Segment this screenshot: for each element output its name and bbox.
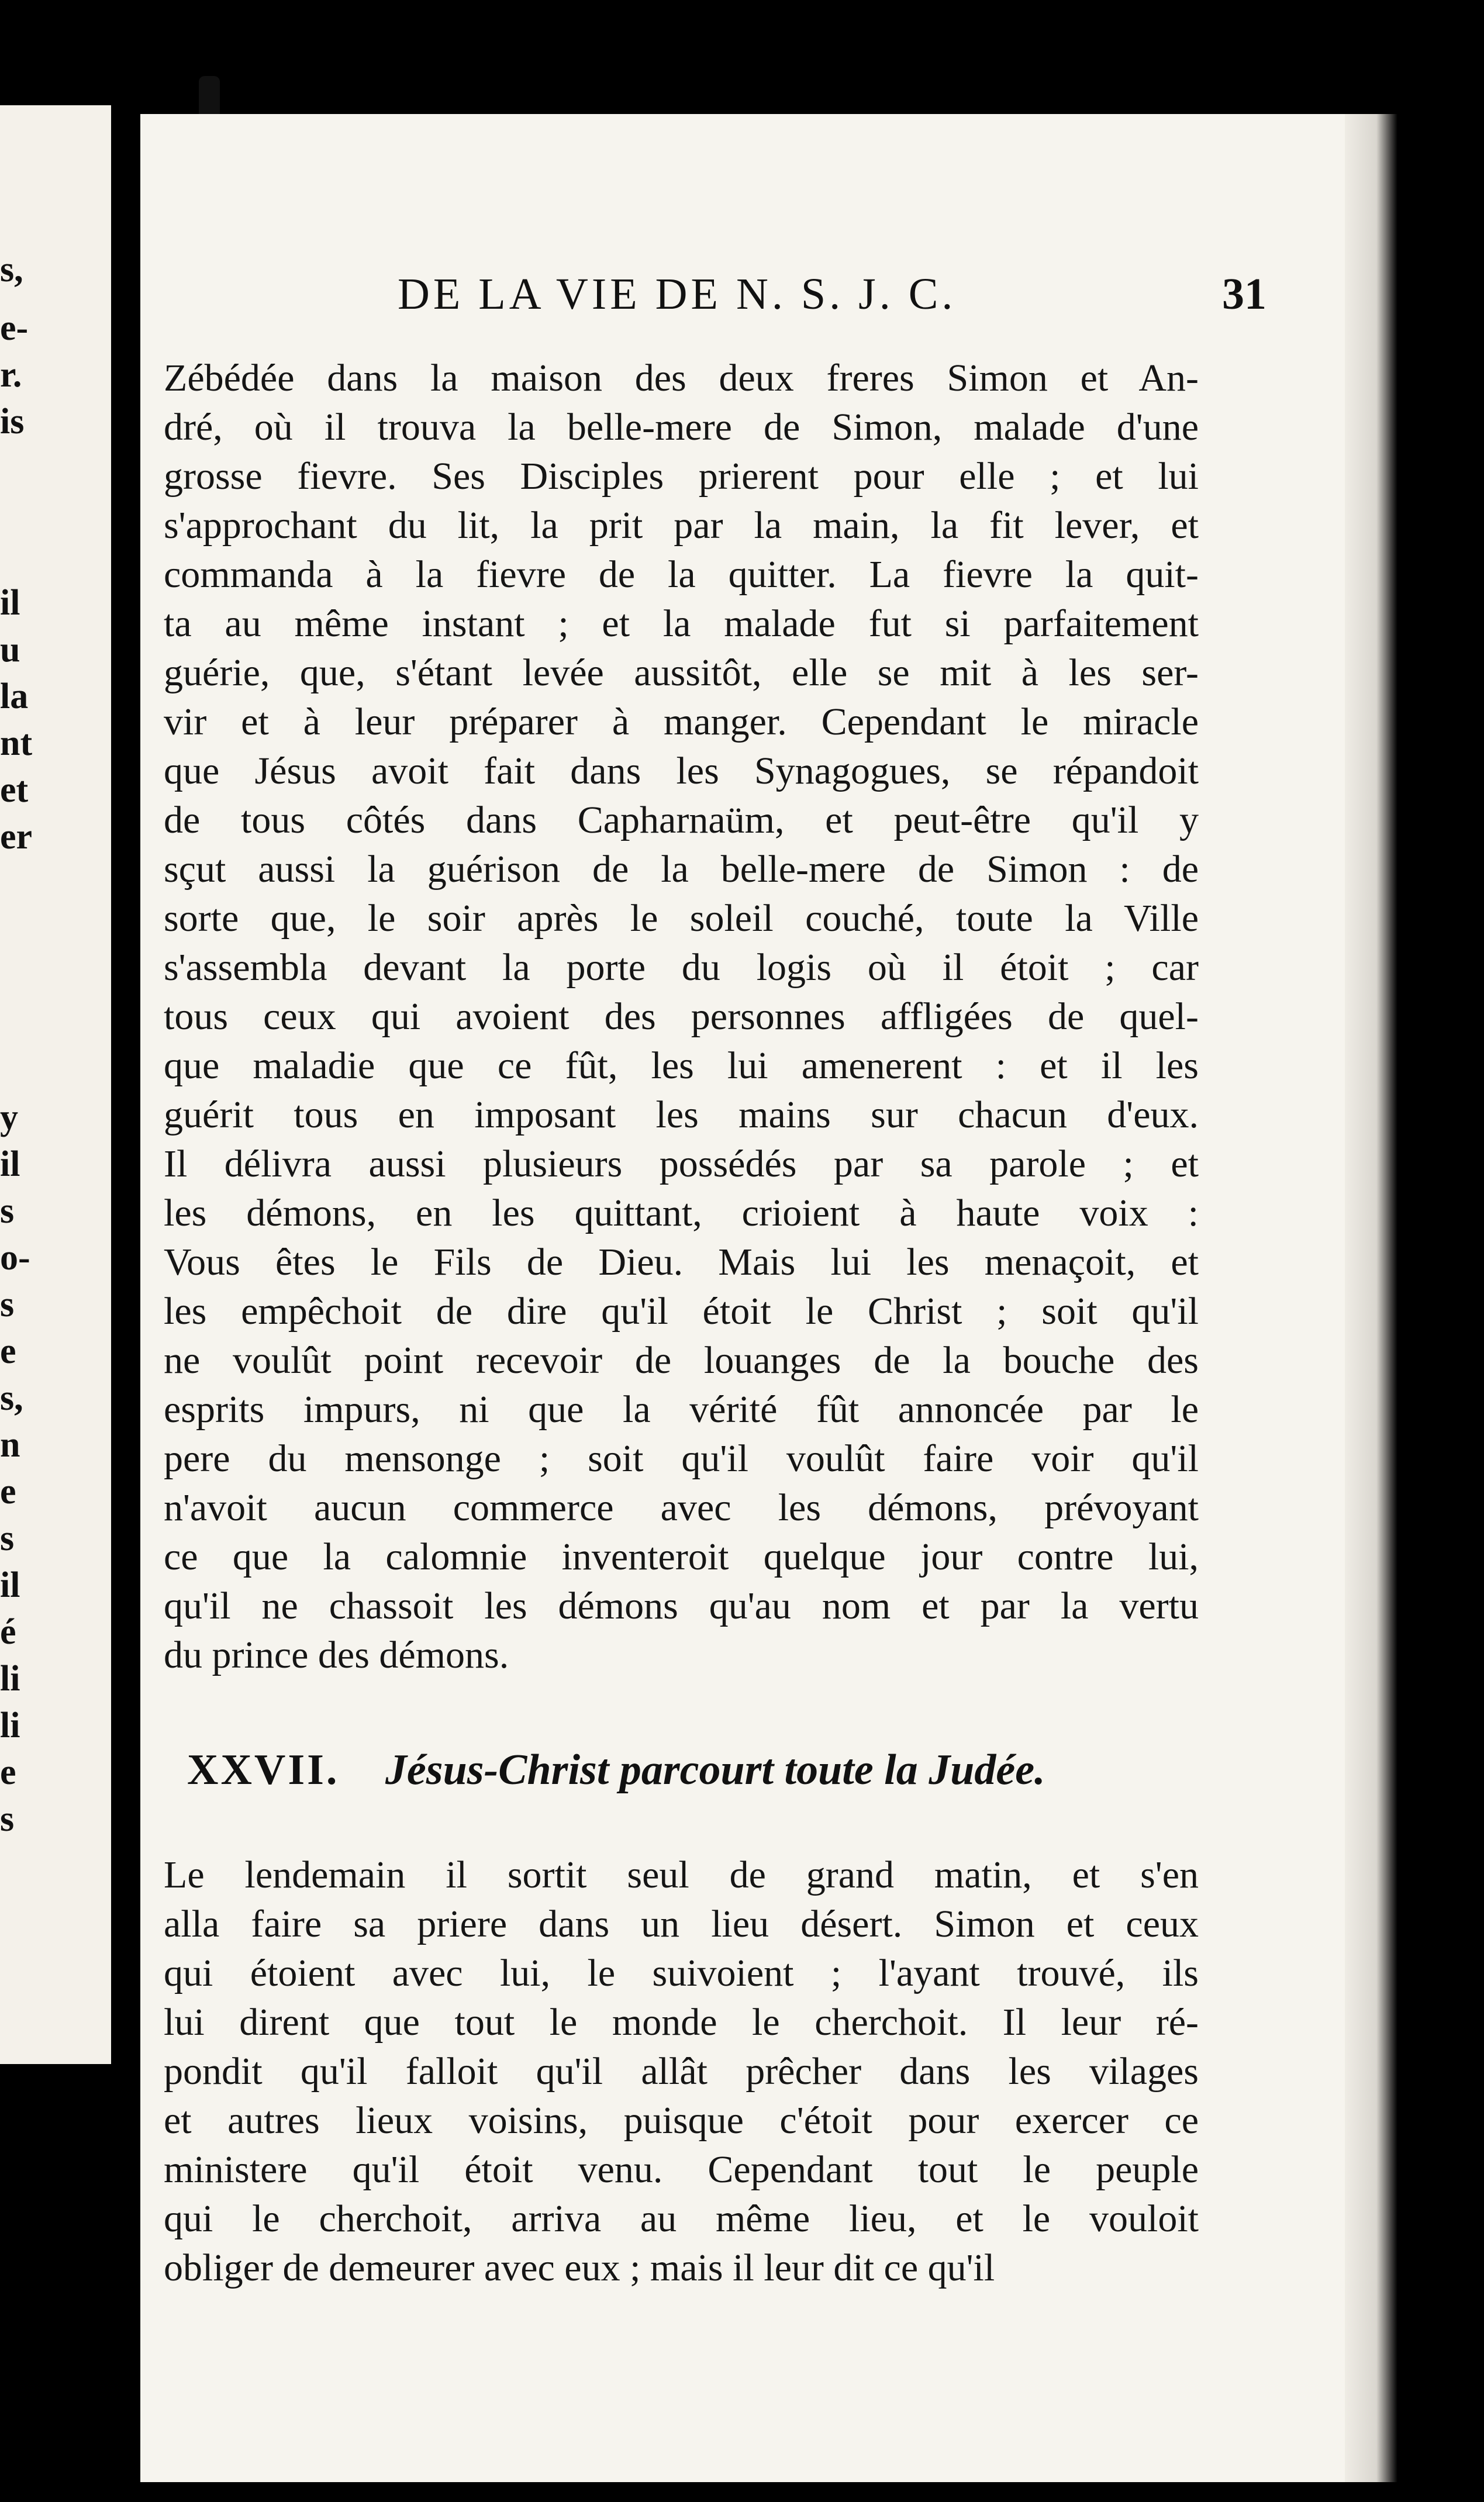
page-number: 31 — [1222, 270, 1266, 319]
text-line: qui le cherchoit, arriva au même lieu, et le vouloit — [164, 2197, 1199, 2240]
text-line: commanda à la fievre de la quitter. La fievre la quit- — [164, 553, 1199, 596]
running-title: DE LA VIE DE N. S. J. C. — [398, 270, 957, 319]
margin-fragment: il — [0, 583, 20, 623]
text-line: Vous êtes le Fils de Dieu. Mais lui les menaçoit, et — [164, 1241, 1199, 1283]
margin-fragment: li — [0, 1706, 20, 1745]
paragraph-2 — [164, 1851, 1199, 2293]
text-line: sçut aussi la guérison de la belle-mere de Simon : de — [164, 848, 1199, 891]
margin-fragment: nt — [0, 723, 33, 763]
text-line: ministere qu'il étoit venu. Cependant tout le peuple — [164, 2148, 1199, 2191]
margin-fragment: la — [0, 677, 29, 716]
text-line: Le lendemain il sortit seul de grand matin, et s'en — [164, 1854, 1199, 1896]
margin-fragment: r. — [0, 355, 22, 395]
margin-fragment: e — [0, 1472, 16, 1511]
text-line: ta au même instant ; et la malade fut si parfaitement — [164, 602, 1199, 645]
section-title: Jésus-Christ parcourt toute la Judée. — [385, 1746, 1045, 1794]
text-line: ce que la calomnie inventeroit quelque jour contre lui, — [164, 1535, 1199, 1578]
section-number: XXVII. — [187, 1746, 340, 1794]
margin-fragment: il — [0, 1565, 20, 1605]
text-line: du prince des démons. — [164, 1634, 509, 1676]
text-line: s'approchant du lit, la prit par la main, la fit lever, et — [164, 504, 1199, 547]
text-line: vir et à leur préparer à manger. Cependant le miracle — [164, 700, 1199, 743]
text-line: lui dirent que tout le monde le cherchoit. Il leur ré- — [164, 2001, 1199, 2044]
margin-fragment: é — [0, 1612, 16, 1652]
margin-fragment: s — [0, 1799, 15, 1839]
margin-fragment: n — [0, 1425, 20, 1465]
text-line: que maladie que ce fût, les lui amenerent : et il les — [164, 1044, 1199, 1087]
text-line: sorte que, le soir après le soleil couché, toute la Ville — [164, 897, 1199, 940]
text-line: pondit qu'il falloit qu'il allât prêcher dans les vilages — [164, 2050, 1199, 2093]
previous-page-edge — [0, 105, 111, 2064]
text-line: grosse fievre. Ses Disciples prierent pour elle ; et lui — [164, 455, 1199, 498]
text-line: qu'il ne chassoit les démons qu'au nom et par la vertu — [164, 1585, 1199, 1627]
text-line: ne voulût point recevoir de louanges de la bouche des — [164, 1339, 1199, 1382]
margin-fragment: e — [0, 1752, 16, 1792]
margin-fragment: e- — [0, 308, 29, 348]
text-line: Il délivra aussi plusieurs possédés par sa parole ; et — [164, 1143, 1199, 1185]
text-line: tous ceux qui avoient des personnes affligées de quel- — [164, 995, 1199, 1038]
text-line: dré, où il trouva la belle-mere de Simon, malade d'une — [164, 406, 1199, 448]
margin-fragment: li — [0, 1659, 20, 1699]
text-line: alla faire sa priere dans un lieu désert. Simon et ceux — [164, 1903, 1199, 1945]
margin-fragment: il — [0, 1144, 20, 1184]
text-line: guérit tous en imposant les mains sur chacun d'eux. — [164, 1093, 1199, 1136]
margin-fragment: u — [0, 630, 20, 669]
text-line: qui étoient avec lui, le suivoient ; l'ayant trouvé, ils — [164, 1952, 1199, 1994]
margin-fragment: s — [0, 1285, 15, 1324]
text-line: obliger de demeurer avec eux ; mais il leur dit ce qu'il — [164, 2246, 995, 2289]
text-line: n'avoit aucun commerce avec les démons, prévoyant — [164, 1486, 1199, 1529]
text-line: de tous côtés dans Capharnaüm, et peut-être qu'il y — [164, 799, 1199, 841]
margin-fragment: y — [0, 1098, 18, 1137]
paragraph-1 — [164, 354, 1199, 1680]
margin-fragment: s — [0, 1519, 15, 1558]
text-line: esprits impurs, ni que la vérité fût annoncée par le — [164, 1388, 1199, 1431]
margin-fragment: s — [0, 1191, 15, 1231]
text-line: Zébédée dans la maison des deux freres Simon et An- — [164, 357, 1199, 399]
margin-fragment: s, — [0, 1378, 23, 1418]
text-line: s'assembla devant la porte du logis où il étoit ; car — [164, 946, 1199, 989]
margin-fragment: e — [0, 1331, 16, 1371]
page-edge-shadow — [1345, 114, 1397, 2482]
margin-fragment: s, — [0, 250, 23, 289]
text-line: les démons, en les quittant, crioient à haute voix : — [164, 1192, 1199, 1234]
margin-fragment: er — [0, 817, 33, 857]
text-line: pere du mensonge ; soit qu'il voulût faire voir qu'il — [164, 1437, 1199, 1480]
running-head — [140, 269, 1345, 339]
text-line: et autres lieux voisins, puisque c'étoit pour exercer ce — [164, 2099, 1199, 2142]
section-heading — [187, 1745, 1205, 1810]
margin-fragment: o- — [0, 1238, 30, 1278]
margin-fragment: et — [0, 770, 29, 810]
text-line: guérie, que, s'étant levée aussitôt, elle se mit à les ser- — [164, 651, 1199, 694]
text-line: les empêchoit de dire qu'il étoit le Christ ; soit qu'il — [164, 1290, 1199, 1333]
margin-fragment: is — [0, 402, 25, 441]
text-line: que Jésus avoit fait dans les Synagogues, se répandoit — [164, 750, 1199, 792]
book-page — [140, 114, 1345, 2482]
